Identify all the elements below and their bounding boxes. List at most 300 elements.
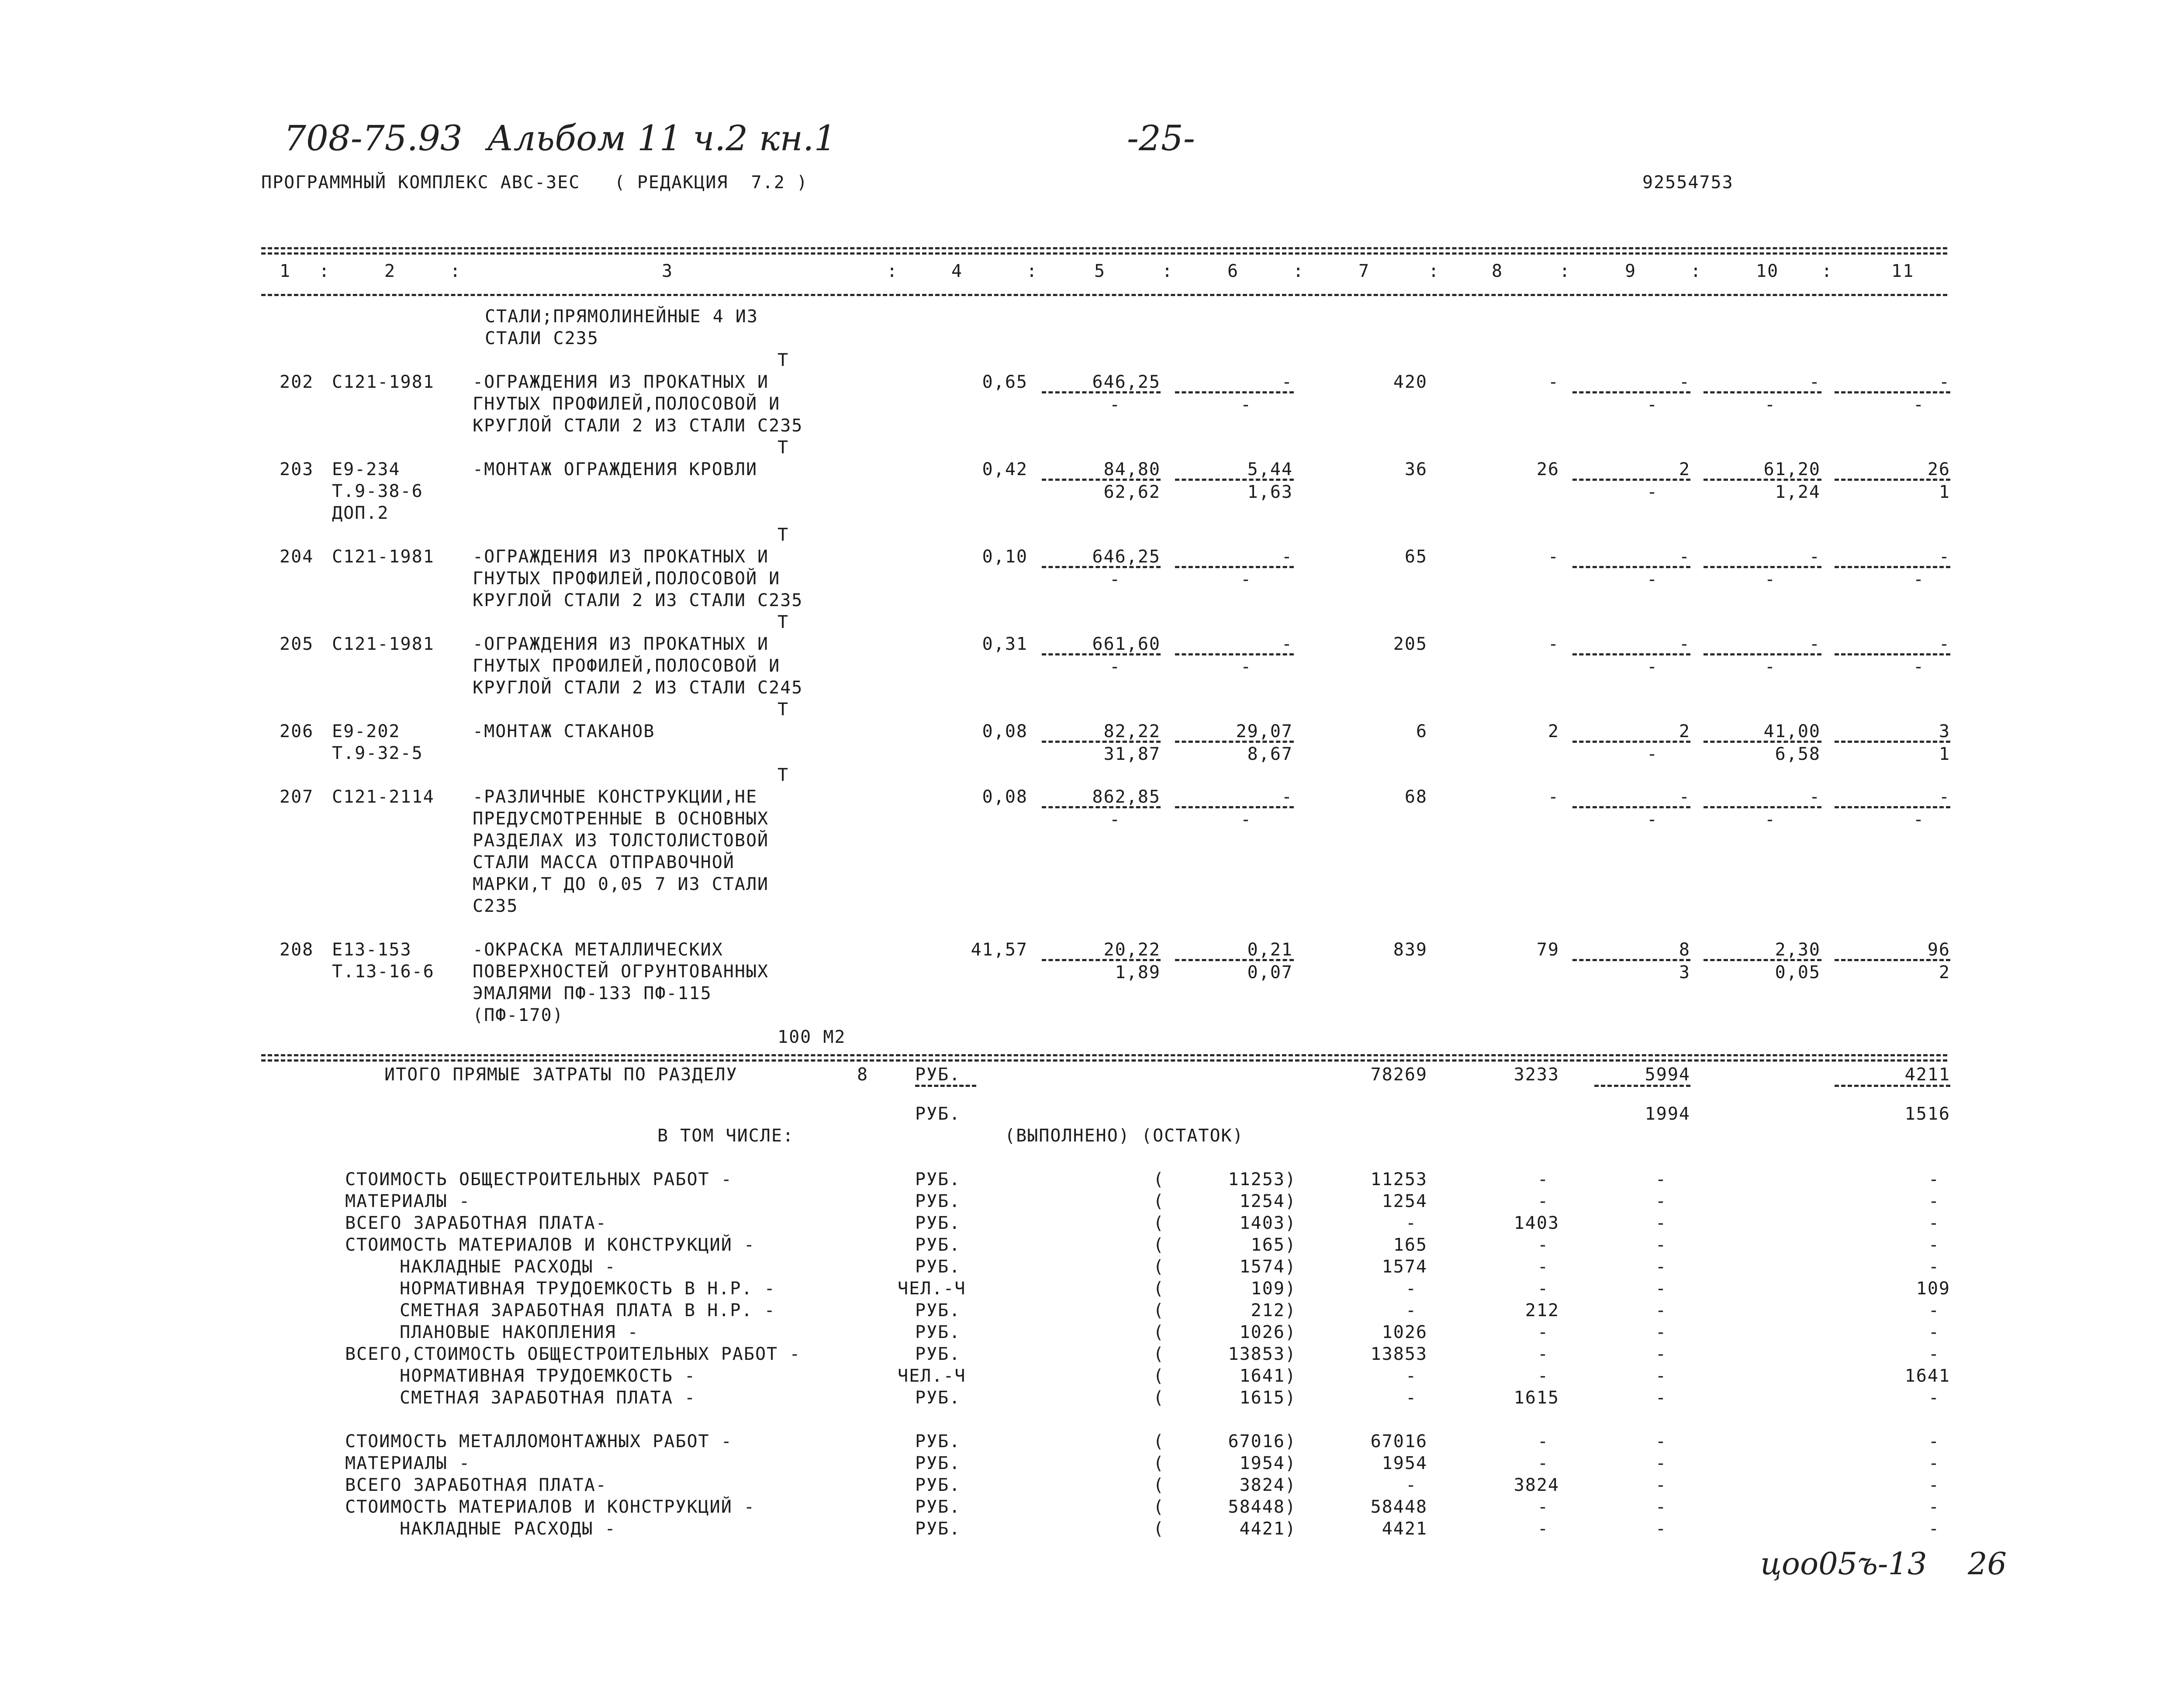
item-col11: 96 <box>1927 940 1950 960</box>
breakdown-label: МАТЕРИАЛЫ - <box>345 1453 470 1473</box>
item-col10: - <box>1809 787 1821 807</box>
subtotal-rule <box>1835 479 1950 481</box>
total-col11: 4211 <box>1904 1065 1950 1085</box>
total-rule <box>261 1054 1947 1056</box>
item-description: ГНУТЫХ ПРОФИЛЕЙ,ПОЛОСОВОЙ И <box>473 394 781 414</box>
column-separator: : <box>1559 261 1571 281</box>
item-col8: - <box>1548 372 1559 392</box>
item-col5: 82,22 <box>1103 721 1161 741</box>
breakdown-col11: - <box>1928 1322 1940 1342</box>
breakdown-col9: - <box>1655 1453 1667 1473</box>
breakdown-unit: РУБ. <box>915 1213 961 1233</box>
unit-marker: Т <box>778 700 789 720</box>
breakdown-done: 1615) <box>1239 1388 1296 1408</box>
breakdown-col11: - <box>1928 1344 1940 1364</box>
breakdown-unit: РУБ. <box>915 1431 961 1452</box>
breakdown-col11: - <box>1928 1191 1940 1211</box>
sheet-number: 26 <box>1968 1546 2007 1582</box>
item-col11-sub: - <box>1913 395 1925 415</box>
breakdown-col11: 109 <box>1916 1279 1950 1299</box>
item-col9: - <box>1679 634 1690 654</box>
unit-marker: Т <box>778 765 789 785</box>
total-col7: 78269 <box>1370 1065 1427 1085</box>
item-description: -МОНТАЖ ОГРАЖДЕНИЯ КРОВЛИ <box>473 459 758 479</box>
item-col11: 3 <box>1939 721 1950 741</box>
breakdown-unit: РУБ. <box>915 1453 961 1473</box>
item-description: -МОНТАЖ СТАКАНОВ <box>473 721 655 741</box>
breakdown-done: 11253) <box>1228 1169 1296 1190</box>
total-unit-2: РУБ. <box>915 1104 961 1124</box>
breakdown-col11: - <box>1928 1235 1940 1255</box>
item-col6-sub: - <box>1241 810 1252 830</box>
item-col5: 862,85 <box>1092 787 1161 807</box>
breakdown-unit: РУБ. <box>915 1169 961 1190</box>
item-col8: 2 <box>1548 721 1559 741</box>
paren-open: ( <box>1153 1257 1165 1277</box>
breakdown-done: 1026) <box>1239 1322 1296 1342</box>
breakdown-col8: - <box>1538 1344 1549 1364</box>
item-col7: 65 <box>1404 547 1427 567</box>
item-col8: - <box>1548 634 1559 654</box>
unit-marker: Т <box>778 350 789 370</box>
breakdown-unit: РУБ. <box>915 1191 961 1211</box>
column-separator: : <box>319 261 331 281</box>
item-col6: - <box>1281 634 1293 654</box>
subtotal-rule <box>1835 806 1950 808</box>
subtotal-rule <box>1175 741 1294 743</box>
subtotal-rule <box>1042 806 1161 808</box>
unit-marker: Т <box>778 612 789 632</box>
breakdown-done: 212) <box>1251 1300 1296 1321</box>
item-description: -ОГРАЖДЕНИЯ ИЗ ПРОКАТНЫХ И <box>473 634 769 654</box>
item-col6: - <box>1281 547 1293 567</box>
item-col11-sub: - <box>1913 810 1925 830</box>
breakdown-col8: 1615 <box>1514 1388 1559 1408</box>
breakdown-label: СМЕТНАЯ ЗАРАБОТНАЯ ПЛАТА В Н.Р. - <box>400 1300 776 1321</box>
breakdown-col8: - <box>1538 1169 1549 1190</box>
breakdown-unit: РУБ. <box>915 1344 961 1364</box>
item-col9-sub: - <box>1647 569 1659 590</box>
breakdown-col9: - <box>1655 1475 1667 1495</box>
breakdown-col9: - <box>1655 1497 1667 1517</box>
item-col7: 205 <box>1393 634 1427 654</box>
breakdown-col7: 1954 <box>1382 1453 1427 1473</box>
item-quantity: 41,57 <box>971 940 1028 960</box>
breakdown-col7: 4421 <box>1382 1519 1427 1539</box>
breakdown-col7: 165 <box>1393 1235 1427 1255</box>
item-col9: 2 <box>1679 721 1690 741</box>
breakdown-col8: 3824 <box>1514 1475 1559 1495</box>
column-header-10: 10 <box>1756 261 1779 281</box>
breakdown-label: НОРМАТИВНАЯ ТРУДОЕМКОСТЬ - <box>400 1366 696 1386</box>
item-quantity: 0,31 <box>982 634 1028 654</box>
item-description: ПОВЕРХНОСТЕЙ ОГРУНТОВАННЫХ <box>473 962 769 982</box>
item-col10-sub: - <box>1765 395 1776 415</box>
breakdown-label: ВСЕГО ЗАРАБОТНАЯ ПЛАТА- <box>345 1475 607 1495</box>
item-col11-sub: 2 <box>1939 962 1950 983</box>
breakdown-label: НОРМАТИВНАЯ ТРУДОЕМКОСТЬ В Н.Р. - <box>400 1279 776 1299</box>
breakdown-done: 58448) <box>1228 1497 1296 1517</box>
item-col5: 661,60 <box>1092 634 1161 654</box>
total-section: 8 <box>857 1065 869 1085</box>
subtotal-rule <box>1175 391 1294 393</box>
breakdown-col8: - <box>1538 1322 1549 1342</box>
item-col5: 646,25 <box>1092 372 1161 392</box>
item-code: С121-1981 <box>332 634 435 654</box>
paren-open: ( <box>1153 1279 1165 1299</box>
subtotal-rule <box>1572 566 1690 568</box>
item-description: -ОГРАЖДЕНИЯ ИЗ ПРОКАТНЫХ И <box>473 372 769 392</box>
subtotal-rule <box>1594 1085 1690 1087</box>
subtotal-rule <box>1835 391 1950 393</box>
subtotal-rule <box>1835 653 1950 655</box>
breakdown-label: СТОИМОСТЬ МЕТАЛЛОМОНТАЖНЫХ РАБОТ - <box>345 1431 733 1452</box>
column-separator: : <box>1026 261 1038 281</box>
breakdown-col7: - <box>1406 1213 1417 1233</box>
breakdown-col8: - <box>1538 1453 1549 1473</box>
breakdown-col8: - <box>1538 1519 1549 1539</box>
paren-open: ( <box>1153 1388 1165 1408</box>
breakdown-col11: - <box>1928 1519 1940 1539</box>
column-header-8: 8 <box>1492 261 1503 281</box>
subtotal-rule <box>1572 806 1690 808</box>
item-col5: 646,25 <box>1092 547 1161 567</box>
subtotal-rule <box>1042 566 1161 568</box>
breakdown-unit: РУБ. <box>915 1497 961 1517</box>
total-col9: 5994 <box>1645 1065 1690 1085</box>
breakdown-unit: РУБ. <box>915 1519 961 1539</box>
breakdown-label: ВСЕГО ЗАРАБОТНАЯ ПЛАТА- <box>345 1213 607 1233</box>
program-line: ПРОГРАММНЫЙ КОМПЛЕКС АВС-3ЕС ( РЕДАКЦИЯ 7.2 ) <box>261 172 808 193</box>
subtotal-rule <box>1704 391 1821 393</box>
breakdown-col11: - <box>1928 1431 1940 1452</box>
subtotal-rule <box>1042 653 1161 655</box>
item-col10: - <box>1809 634 1821 654</box>
item-number: 203 <box>280 459 314 479</box>
item-col10-sub: 1,24 <box>1775 482 1821 502</box>
item-col9-sub: - <box>1647 657 1659 677</box>
item-col11: 26 <box>1927 459 1950 479</box>
breakdown-col7: 1574 <box>1382 1257 1427 1277</box>
subtotal-rule <box>1042 959 1161 961</box>
item-col6: - <box>1281 372 1293 392</box>
item-col6-sub: 0,07 <box>1247 962 1293 983</box>
item-col11-sub: 1 <box>1939 744 1950 764</box>
breakdown-done: 67016) <box>1228 1431 1296 1452</box>
breakdown-col9: - <box>1655 1191 1667 1211</box>
item-col9: 2 <box>1679 459 1690 479</box>
header-rule-bottom <box>261 294 1947 296</box>
total-rule <box>261 1059 1947 1062</box>
breakdown-label: СТОИМОСТЬ МАТЕРИАЛОВ И КОНСТРУКЦИЙ - <box>345 1235 755 1255</box>
item-code: Е9-234 <box>332 459 401 479</box>
paren-open: ( <box>1153 1431 1165 1452</box>
item-quantity: 0,08 <box>982 787 1028 807</box>
item-description: -ОГРАЖДЕНИЯ ИЗ ПРОКАТНЫХ И <box>473 547 769 567</box>
item-col6-sub: 8,67 <box>1247 744 1293 764</box>
item-col5-sub: - <box>1109 657 1121 677</box>
breakdown-done: 1641) <box>1239 1366 1296 1386</box>
subtotal-rule <box>1704 479 1821 481</box>
item-col11: - <box>1939 547 1950 567</box>
subtotal-rule <box>1175 959 1294 961</box>
item-col10: 2,30 <box>1775 940 1821 960</box>
item-number: 205 <box>280 634 314 654</box>
paren-open: ( <box>1153 1300 1165 1321</box>
item-description: КРУГЛОЙ СТАЛИ 2 ИЗ СТАЛИ С235 <box>473 590 803 610</box>
paren-open: ( <box>1153 1213 1165 1233</box>
breakdown-done: 165) <box>1251 1235 1296 1255</box>
item-code: Т.9-32-5 <box>332 743 423 763</box>
subtotal-rule <box>1175 566 1294 568</box>
item-description: МАРКИ,Т ДО 0,05 7 ИЗ СТАЛИ <box>473 874 769 894</box>
breakdown-col11: - <box>1928 1453 1940 1473</box>
column-separator: : <box>887 261 898 281</box>
header-rule-top-2 <box>261 252 1947 255</box>
subtotal-rule <box>1835 959 1950 961</box>
column-separator: : <box>1428 261 1440 281</box>
header-rule-top <box>261 247 1947 249</box>
breakdown-label: НАКЛАДНЫЕ РАСХОДЫ - <box>400 1257 616 1277</box>
unit-marker: 100 М2 <box>778 1027 846 1047</box>
item-description: ГНУТЫХ ПРОФИЛЕЙ,ПОЛОСОВОЙ И <box>473 656 781 676</box>
subtotal-rule <box>1835 741 1950 743</box>
breakdown-col8: 212 <box>1525 1300 1559 1321</box>
subtotal-rule <box>1572 959 1690 961</box>
column-separator: : <box>1821 261 1833 281</box>
doc-number: 92554753 <box>1642 172 1734 193</box>
item-description: (ПФ-170) <box>473 1005 564 1025</box>
item-col7: 68 <box>1404 787 1427 807</box>
item-col6-sub: - <box>1241 569 1252 590</box>
total-label: ИТОГО ПРЯМЫЕ ЗАТРАТЫ ПО РАЗДЕЛУ <box>384 1065 738 1085</box>
item-description: -ОКРАСКА МЕТАЛЛИЧЕСКИХ <box>473 940 723 960</box>
breakdown-col8: - <box>1538 1257 1549 1277</box>
item-col7: 36 <box>1404 459 1427 479</box>
breakdown-done: 1254) <box>1239 1191 1296 1211</box>
item-quantity: 0,08 <box>982 721 1028 741</box>
breakdown-unit: РУБ. <box>915 1322 961 1342</box>
breakdown-col11: - <box>1928 1169 1940 1190</box>
item-col6: 0,21 <box>1247 940 1293 960</box>
column-header-1: 1 <box>280 261 291 281</box>
breakdown-unit: РУБ. <box>915 1235 961 1255</box>
breakdown-unit: ЧЕЛ.-Ч <box>898 1279 966 1299</box>
breakdown-col11: - <box>1928 1475 1940 1495</box>
breakdown-done: 13853) <box>1228 1344 1296 1364</box>
item-code: Т.13-16-6 <box>332 962 435 982</box>
paren-open: ( <box>1153 1169 1165 1190</box>
doc-code: 708-75.93 <box>284 118 463 159</box>
breakdown-col9: - <box>1655 1235 1667 1255</box>
item-col11-sub: 1 <box>1939 482 1950 502</box>
item-col6: - <box>1281 787 1293 807</box>
item-number: 206 <box>280 721 314 741</box>
breakdown-col9: - <box>1655 1169 1667 1190</box>
item-col6-sub: - <box>1241 657 1252 677</box>
item-quantity: 0,42 <box>982 459 1028 479</box>
item-col10: 61,20 <box>1763 459 1821 479</box>
breakdown-label: ВСЕГО,СТОИМОСТЬ ОБЩЕСТРОИТЕЛЬНЫХ РАБОТ - <box>345 1344 801 1364</box>
item-description: -РАЗЛИЧНЫЕ КОНСТРУКЦИИ,НЕ <box>473 787 758 807</box>
subtotal-rule <box>1572 479 1690 481</box>
subtotal-rule <box>1042 479 1161 481</box>
total-unit: РУБ. <box>915 1065 961 1085</box>
breakdown-done: 109) <box>1251 1279 1296 1299</box>
breakdown-col11: - <box>1928 1388 1940 1408</box>
item-description: КРУГЛОЙ СТАЛИ 2 ИЗ СТАЛИ С235 <box>473 416 803 436</box>
item-col9: - <box>1679 372 1690 392</box>
column-header-3: 3 <box>662 261 674 281</box>
breakdown-col8: - <box>1538 1366 1549 1386</box>
column-separator: : <box>1162 261 1174 281</box>
item-quantity: 0,10 <box>982 547 1028 567</box>
breakdown-col7: 58448 <box>1370 1497 1427 1517</box>
total-col11-sub: 1516 <box>1904 1104 1950 1124</box>
subtotal-rule <box>1704 566 1821 568</box>
column-separator: : <box>1293 261 1305 281</box>
breakdown-col7: 11253 <box>1370 1169 1427 1190</box>
item-code: С121-1981 <box>332 547 435 567</box>
breakdown-col11: 1641 <box>1904 1366 1950 1386</box>
including-label: В ТОМ ЧИСЛЕ: <box>657 1126 794 1146</box>
item-code: Е9-202 <box>332 721 401 741</box>
breakdown-col7: 13853 <box>1370 1344 1427 1364</box>
subtotal-rule <box>1704 653 1821 655</box>
unit-marker: Т <box>778 438 789 458</box>
breakdown-col11: - <box>1928 1300 1940 1321</box>
breakdown-unit: РУБ. <box>915 1475 961 1495</box>
item-number: 207 <box>280 787 314 807</box>
item-col5-sub: 1,89 <box>1115 962 1161 983</box>
done-remaining-label: (ВЫПОЛНЕНО) (ОСТАТОК) <box>1005 1126 1244 1146</box>
item-col7: 6 <box>1416 721 1427 741</box>
item-col9-sub: - <box>1647 744 1659 764</box>
item-col9-sub: - <box>1647 395 1659 415</box>
continuation-line: СТАЛИ С235 <box>485 328 599 348</box>
breakdown-col7: 67016 <box>1370 1431 1427 1452</box>
paren-open: ( <box>1153 1475 1165 1495</box>
item-description: СТАЛИ МАССА ОТПРАВОЧНОЙ <box>473 852 735 872</box>
subtotal-rule <box>1704 959 1821 961</box>
item-col9-sub: - <box>1647 810 1659 830</box>
breakdown-label: СТОИМОСТЬ МАТЕРИАЛОВ И КОНСТРУКЦИЙ - <box>345 1497 755 1517</box>
subtotal-rule <box>1175 653 1294 655</box>
item-col11: - <box>1939 787 1950 807</box>
breakdown-unit: ЧЕЛ.-Ч <box>898 1366 966 1386</box>
item-col8: - <box>1548 787 1559 807</box>
item-col11-sub: - <box>1913 657 1925 677</box>
item-col6-sub: - <box>1241 395 1252 415</box>
breakdown-done: 1574) <box>1239 1257 1296 1277</box>
subtotal-rule <box>1704 741 1821 743</box>
breakdown-col7: - <box>1406 1279 1417 1299</box>
item-code: Е13-153 <box>332 940 412 960</box>
item-col5-sub: - <box>1109 395 1121 415</box>
paren-open: ( <box>1153 1322 1165 1342</box>
breakdown-col8: - <box>1538 1497 1549 1517</box>
item-col5-sub: 31,87 <box>1103 744 1161 764</box>
item-col6-sub: 1,63 <box>1247 482 1293 502</box>
breakdown-label: СМЕТНАЯ ЗАРАБОТНАЯ ПЛАТА - <box>400 1388 696 1408</box>
paren-open: ( <box>1153 1519 1165 1539</box>
paren-open: ( <box>1153 1366 1165 1386</box>
item-col11: - <box>1939 634 1950 654</box>
item-code: Т.9-38-6 <box>332 481 423 501</box>
item-description: С235 <box>473 896 518 916</box>
breakdown-col8: 1403 <box>1514 1213 1559 1233</box>
item-col9: 8 <box>1679 940 1690 960</box>
album-label: Альбом 11 ч.2 кн.1 <box>487 118 836 159</box>
breakdown-unit: РУБ. <box>915 1300 961 1321</box>
breakdown-label: МАТЕРИАЛЫ - <box>345 1191 470 1211</box>
breakdown-col7: 1026 <box>1382 1322 1427 1342</box>
breakdown-done: 1403) <box>1239 1213 1296 1233</box>
breakdown-unit: РУБ. <box>915 1257 961 1277</box>
item-col9-sub: - <box>1647 482 1659 502</box>
item-col10-sub: - <box>1765 569 1776 590</box>
item-description: ЭМАЛЯМИ ПФ-133 ПФ-115 <box>473 983 712 1004</box>
paren-open: ( <box>1153 1191 1165 1211</box>
breakdown-done: 4421) <box>1239 1519 1296 1539</box>
item-col11: - <box>1939 372 1950 392</box>
breakdown-col7: - <box>1406 1475 1417 1495</box>
item-col5-sub: 62,62 <box>1103 482 1161 502</box>
item-col9-sub: 3 <box>1679 962 1690 983</box>
item-description: РАЗДЕЛАХ ИЗ ТОЛСТОЛИСТОВОЙ <box>473 831 769 851</box>
breakdown-col9: - <box>1655 1300 1667 1321</box>
breakdown-done: 3824) <box>1239 1475 1296 1495</box>
breakdown-col8: - <box>1538 1191 1549 1211</box>
subtotal-rule <box>915 1085 976 1087</box>
breakdown-col9: - <box>1655 1344 1667 1364</box>
column-header-11: 11 <box>1891 261 1914 281</box>
breakdown-col9: - <box>1655 1431 1667 1452</box>
subtotal-rule <box>1572 653 1690 655</box>
item-col10: - <box>1809 547 1821 567</box>
item-col7: 839 <box>1393 940 1427 960</box>
breakdown-col7: - <box>1406 1366 1417 1386</box>
breakdown-col9: - <box>1655 1388 1667 1408</box>
breakdown-label: НАКЛАДНЫЕ РАСХОДЫ - <box>400 1519 616 1539</box>
item-description: ГНУТЫХ ПРОФИЛЕЙ,ПОЛОСОВОЙ И <box>473 569 781 589</box>
subtotal-rule <box>1835 566 1950 568</box>
item-col5: 20,22 <box>1103 940 1161 960</box>
item-col10: - <box>1809 372 1821 392</box>
item-col9: - <box>1679 787 1690 807</box>
paren-open: ( <box>1153 1235 1165 1255</box>
item-col5: 84,80 <box>1103 459 1161 479</box>
column-header-5: 5 <box>1094 261 1106 281</box>
subtotal-rule <box>1042 391 1161 393</box>
breakdown-col9: - <box>1655 1257 1667 1277</box>
continuation-line: СТАЛИ;ПРЯМОЛИНЕЙНЫЕ 4 ИЗ <box>485 307 758 327</box>
item-col8: 79 <box>1536 940 1559 960</box>
breakdown-col9: - <box>1655 1322 1667 1342</box>
item-code: С121-1981 <box>332 372 435 392</box>
column-header-4: 4 <box>951 261 963 281</box>
column-separator: : <box>450 261 462 281</box>
subtotal-rule <box>1572 391 1690 393</box>
total-col9-sub: 1994 <box>1645 1104 1690 1124</box>
breakdown-col9: - <box>1655 1279 1667 1299</box>
item-code: С121-2114 <box>332 787 435 807</box>
item-col10-sub: - <box>1765 810 1776 830</box>
breakdown-label: СТОИМОСТЬ ОБЩЕСТРОИТЕЛЬНЫХ РАБОТ - <box>345 1169 733 1190</box>
breakdown-col7: - <box>1406 1388 1417 1408</box>
item-col8: 26 <box>1536 459 1559 479</box>
column-header-2: 2 <box>384 261 396 281</box>
